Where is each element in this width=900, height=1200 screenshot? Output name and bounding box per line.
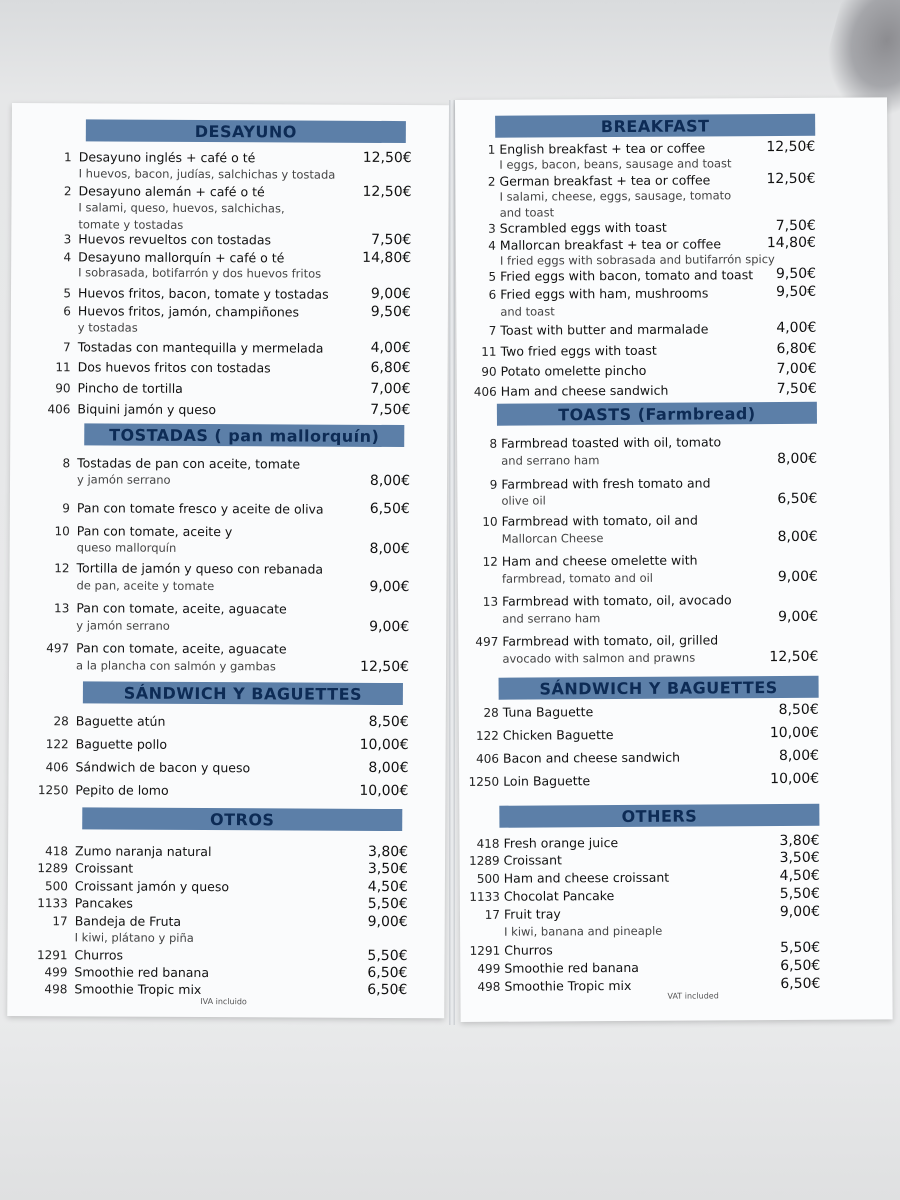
item-name: Scrambled eggs with toast (499, 219, 667, 236)
item-name: Ham and cheese sandwich (500, 382, 669, 399)
item-price: 8,00€ (368, 759, 409, 777)
item-number: 10 (482, 514, 498, 529)
item-number: 7 (488, 323, 497, 338)
item-description: avocado with salmon and prawns (502, 650, 696, 666)
item-number: 5 (63, 286, 72, 301)
item-price: 4,50€ (367, 878, 408, 896)
item-price: 12,50€ (766, 170, 816, 188)
item-price: 12,50€ (360, 658, 410, 676)
section-header: SÁNDWICH Y BAGUETTES (499, 676, 819, 700)
item-description: olive oil (501, 493, 546, 508)
item-name: English breakfast + tea or coffee (499, 140, 706, 157)
item-name: Bacon and cheese sandwich (502, 749, 681, 766)
item-number: 2 (63, 184, 72, 199)
item-number: 9 (489, 477, 498, 492)
item-name: Zumo naranja natural (75, 843, 212, 860)
item-price: 6,50€ (367, 981, 408, 999)
item-name: Pincho de tortilla (77, 380, 183, 396)
item-name: Fruit tray (503, 906, 561, 922)
item-price: 6,50€ (780, 975, 821, 993)
section-header: TOASTS (Farmbread) (497, 402, 817, 426)
item-number: 497 (46, 641, 70, 656)
item-description: and serrano ham (502, 611, 601, 626)
item-price: 12,50€ (769, 648, 819, 666)
item-name: Tortilla de jamón y queso con rebanada (76, 560, 324, 577)
item-price: 6,50€ (777, 490, 818, 508)
item-number: 122 (45, 737, 69, 752)
item-price: 9,00€ (367, 913, 408, 931)
item-number: 1291 (469, 943, 501, 958)
item-number: 2 (487, 174, 496, 189)
item-price: 3,50€ (367, 860, 409, 878)
item-number: 17 (484, 907, 501, 922)
item-number: 3 (63, 232, 72, 247)
item-number: 418 (45, 844, 69, 859)
item-name: Dos huevos fritos con tostadas (77, 359, 271, 376)
item-number: 28 (53, 714, 69, 729)
item-name: Chocolat Pancake (503, 888, 615, 904)
item-price: 14,80€ (766, 234, 816, 252)
item-number: 1133 (469, 889, 500, 904)
item-name: Farmbread toasted with oil, tomato (501, 434, 722, 451)
item-name: Farmbread with fresh tomato and (501, 475, 711, 492)
item-price: 8,00€ (777, 450, 818, 468)
item-price: 5,50€ (367, 895, 408, 913)
item-description: and serrano ham (501, 453, 600, 468)
item-price: 6,50€ (369, 500, 410, 518)
item-number: 1289 (37, 861, 69, 876)
item-name: German breakfast + tea or coffee (499, 172, 711, 189)
item-number: 498 (477, 979, 501, 994)
item-name: Croissant (74, 860, 134, 876)
item-price: 7,50€ (776, 380, 817, 398)
item-number: 8 (489, 436, 498, 451)
item-price: 8,50€ (778, 701, 819, 719)
item-price: 9,00€ (369, 578, 410, 596)
menu-panel-english (455, 97, 893, 1022)
item-name: Pan con tomate fresco y aceite de oliva (76, 500, 324, 517)
item-price: 14,80€ (362, 249, 412, 267)
item-name: Toast with butter and marmalade (500, 321, 709, 338)
item-price: 6,80€ (370, 359, 411, 377)
item-name: Fried eggs with bacon, tomato and toast (500, 267, 754, 284)
item-price: 6,80€ (776, 340, 817, 358)
item-name: Pan con tomate, aceite, aguacate (76, 600, 287, 617)
item-name: Smoothie red banana (504, 959, 639, 976)
item-number: 12 (482, 554, 498, 569)
item-number: 499 (477, 961, 501, 976)
item-price: 4,00€ (370, 339, 411, 357)
item-name: Fresh orange juice (503, 835, 619, 851)
item-number: 500 (44, 879, 68, 894)
item-name: Tostadas de pan con aceite, tomate (77, 455, 301, 472)
item-number: 4 (488, 238, 496, 253)
item-name: Baguette pollo (75, 736, 168, 752)
section-header: DESAYUNO (86, 119, 406, 143)
item-name: Tuna Baguette (502, 704, 594, 720)
item-price: 12,50€ (766, 138, 816, 156)
item-description: de pan, aceite y tomate (76, 578, 215, 594)
item-name: Huevos fritos, jamón, champiñones (77, 303, 300, 320)
item-price: 9,00€ (777, 568, 818, 586)
item-price: 3,80€ (779, 832, 820, 850)
item-name: Huevos revueltos con tostadas (78, 231, 272, 248)
item-description: a la plancha con salmón y gambas (76, 658, 276, 674)
item-number: 3 (488, 221, 496, 236)
item-name: Churros (74, 947, 124, 963)
item-description: tomate y tostadas (78, 217, 184, 232)
item-price: 5,50€ (780, 939, 821, 957)
item-description: I sobrasada, botifarrón y dos huevos fritos (78, 265, 322, 281)
item-number: 90 (55, 381, 71, 396)
section-header: TOSTADAS ( pan mallorquín) (84, 423, 404, 447)
item-price: 9,00€ (369, 618, 410, 636)
item-name: Smoothie red banana (74, 964, 210, 981)
item-price: 8,00€ (778, 747, 820, 765)
item-description: Mallorcan Cheese (501, 531, 604, 546)
item-number: 498 (44, 982, 68, 997)
item-price: 8,00€ (369, 540, 410, 558)
item-description: I fried eggs with sobrasada and butifarrón spicy (499, 252, 775, 268)
item-number: 11 (55, 360, 71, 375)
item-name: Desayuno alemán + café o té (78, 183, 265, 200)
item-description: I kiwi, plátano y piña (74, 930, 194, 945)
item-number: 406 (47, 402, 71, 417)
item-price: 9,50€ (370, 303, 411, 321)
item-name: Ham and cheese omelette with (501, 552, 698, 569)
item-price: 6,50€ (780, 957, 821, 975)
item-number: 4 (63, 250, 72, 265)
item-number: 8 (62, 456, 71, 471)
item-price: 12,50€ (362, 149, 412, 167)
item-number: 497 (475, 634, 499, 649)
item-price: 7,50€ (370, 401, 411, 419)
item-name: Croissant (503, 852, 562, 868)
menu-fold (449, 100, 455, 1025)
item-number: 1289 (469, 853, 500, 868)
item-number: 500 (476, 871, 500, 886)
item-number: 406 (45, 760, 69, 775)
item-price: 7,00€ (776, 360, 817, 378)
item-number: 7 (63, 340, 71, 355)
item-name: Potato omelette pincho (500, 362, 647, 379)
item-name: Pancakes (74, 895, 133, 911)
item-name: Smoothie Tropic mix (74, 981, 202, 998)
item-description: I eggs, bacon, beans, sausage and toast (499, 156, 732, 172)
item-price: 10,00€ (770, 770, 820, 788)
item-name: Sándwich de bacon y queso (75, 759, 251, 776)
item-name: Farmbread with tomato, oil, grilled (502, 632, 719, 649)
item-price: 6,50€ (367, 964, 408, 982)
item-price: 12,50€ (362, 183, 412, 201)
item-number: 9 (62, 501, 70, 516)
item-price: 8,00€ (777, 528, 818, 546)
item-price: 5,50€ (367, 947, 408, 965)
item-number: 5 (488, 269, 497, 284)
item-number: 1133 (37, 896, 68, 911)
item-price: 7,50€ (775, 217, 816, 235)
menu-item (12, 103, 449, 182)
item-name: Two fried eggs with toast (500, 342, 657, 359)
item-name: Churros (504, 942, 553, 958)
item-number: 28 (483, 705, 499, 720)
item-number: 6 (488, 287, 497, 302)
item-number: 10 (54, 524, 70, 539)
item-price: 3,80€ (367, 843, 409, 861)
item-number: 1250 (37, 783, 69, 798)
item-name: Fried eggs with ham, mushrooms (500, 285, 709, 302)
item-name: Baguette atún (75, 713, 166, 729)
tax-footnote: VAT included (667, 991, 719, 1001)
item-number: 1250 (468, 774, 500, 789)
item-price: 7,50€ (371, 231, 412, 249)
item-name: Chicken Baguette (502, 727, 614, 743)
item-description: y jamón serrano (76, 618, 170, 633)
item-description: farmbread, tomato and oil (501, 570, 654, 586)
item-name: Loin Baguette (503, 773, 591, 789)
item-price: 10,00€ (359, 782, 409, 800)
item-price: 4,50€ (779, 867, 820, 885)
item-price: 3,50€ (779, 849, 820, 867)
item-name: Desayuno mallorquín + café o té (78, 249, 285, 266)
item-description: and toast (500, 304, 555, 319)
item-description: I salami, cheese, eggs, sausage, tomato (499, 188, 732, 204)
item-description: queso mallorquín (76, 540, 177, 555)
item-price: 8,50€ (368, 713, 409, 731)
item-price: 9,50€ (776, 283, 817, 301)
item-number: 499 (44, 965, 68, 980)
item-name: Huevos fritos, bacon, tomate y tostadas (77, 285, 329, 302)
menu-item (455, 97, 887, 172)
item-name: Smoothie Tropic mix (504, 977, 632, 994)
item-description: I huevos, bacon, judías, salchichas y tostada (78, 166, 336, 182)
item-price: 10,00€ (769, 724, 819, 742)
item-name: Croissant jamón y queso (74, 878, 230, 895)
item-number: 122 (475, 728, 499, 743)
menu-panel-spanish (7, 103, 449, 1018)
item-number: 1291 (36, 948, 68, 963)
section-header: OTHERS (499, 804, 819, 828)
item-number: 11 (481, 344, 497, 359)
item-price: 9,00€ (779, 903, 821, 921)
item-description: y jamón serrano (76, 472, 171, 487)
item-name: Ham and cheese croissant (503, 869, 670, 886)
item-number: 406 (473, 384, 497, 399)
item-description: and toast (499, 205, 555, 220)
item-number: 90 (481, 364, 497, 379)
item-name: Tostadas con mantequilla y mermelada (77, 339, 324, 356)
item-name: Pepito de lomo (75, 782, 169, 798)
item-price: 10,00€ (359, 736, 409, 754)
item-name: Pan con tomate, aceite y (76, 523, 233, 540)
item-price: 9,00€ (370, 285, 412, 303)
item-price: 9,50€ (775, 265, 817, 283)
item-number: 1 (487, 142, 496, 157)
item-description: I salami, queso, huevos, salchichas, (78, 200, 285, 216)
item-price: 8,00€ (369, 472, 411, 490)
item-name: Biquini jamón y queso (77, 401, 217, 418)
item-number: 6 (63, 304, 71, 319)
item-price: 5,50€ (779, 885, 820, 903)
item-number: 13 (54, 601, 70, 616)
item-price: 7,00€ (370, 380, 411, 398)
item-description: y tostadas (77, 320, 138, 335)
item-name: Desayuno inglés + café o té (78, 149, 256, 166)
item-number: 418 (476, 836, 500, 851)
item-name: Farmbread with tomato, oil and (501, 512, 698, 529)
section-header: SÁNDWICH Y BAGUETTES (83, 681, 403, 705)
item-name: Pan con tomate, aceite, aguacate (76, 640, 287, 657)
tax-footnote: IVA incluido (200, 996, 247, 1007)
item-number: 12 (54, 561, 70, 576)
item-name: Farmbread with tomato, oil, avocado (502, 592, 732, 609)
item-description: I kiwi, banana and pineaple (504, 923, 663, 939)
item-name: Mallorcan breakfast + tea or coffee (499, 236, 722, 253)
item-price: 9,00€ (778, 608, 819, 626)
item-number: 17 (52, 914, 68, 929)
section-header: OTROS (82, 807, 402, 831)
item-number: 406 (476, 751, 500, 766)
item-price: 4,00€ (776, 319, 817, 337)
item-number: 13 (482, 594, 499, 609)
section-header: BREAKFAST (495, 114, 815, 138)
item-number: 1 (64, 150, 72, 165)
item-name: Bandeja de Fruta (74, 913, 182, 929)
